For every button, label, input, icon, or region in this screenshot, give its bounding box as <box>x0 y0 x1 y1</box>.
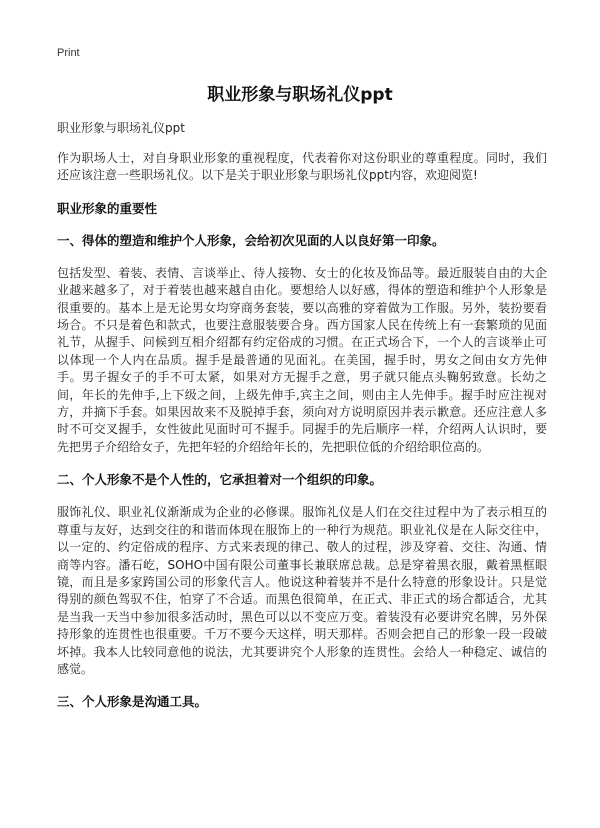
print-link[interactable]: Print <box>57 47 80 59</box>
section-1-body: 包括发型、着装、表情、言谈举止、待人接物、女士的化妆及饰品等。最近服装自由的大企业越来越多了，对于着装也越来越自由化。要想给人以好感，得体的塑造和维护个人形象是很重要的。基本上是无论男女均穿商务套装，要以高雅的穿着做为工作服。另外，装扮要看场合。不只是着色和款式，也要注意服装要合身。西方国家人民在传统上有一套繁琐的见面礼节，从握手、问候到互相介绍都有约定俗成的习惯。在正式场合下，一个人的言谈举止可以体现一个人内在品质。握手是最普通的见面礼。在美国，握手时，男女之间由女方先伸手。男子握女子的手不可太紧，如果对方无握手之意，男子就只能点头鞠躬致意。长幼之间，年长的先伸手,上下级之间，上级先伸手,宾主之间，则由主人先伸手。握手时应注视对方，并摘下手套。如果因故来不及脱掉手套，须向对方说明原因并表示歉意。还应注意人多时不可交叉握手，女性彼此见面时可不握手。同握手的先后顺序一样，介绍两人认识时，要先把男子介绍给女子，先把年轻的介绍给年长的，先把职位低的介绍给职位高的。 <box>57 265 547 454</box>
intro-paragraph: 作为职场人士，对自身职业形象的重视程度，代表着你对这份职业的尊重程度。同时，我们还应该注意一些职场礼仪。以下是关于职业形象与职场礼仪ppt内容，欢迎阅览! <box>57 151 547 183</box>
section-2-heading: 二、个人形象不是个人性的，它承担着对一个组织的印象。 <box>57 472 383 488</box>
article-body <box>57 120 547 726</box>
section-2-body: 服饰礼仪、职业礼仪渐渐成为企业的必修课。服饰礼仪是人们在交往过程中为了表示相互的尊重与友好，达到交往的和谐而体现在服饰上的一种行为规范。职业礼仪是在人际交往中，以一定的、约定俗成的程序、方式来表现的律己、敬人的过程，涉及穿着、交往、沟通、情商等内容。潘石屹，SOHO中国有限公司董事长兼联席总裁。总是穿着黑衣服，戴着黑框眼镜，而且是多家跨国公司的形象代言人。他说这种着装并不是什么特意的形象设计。只是觉得别的颜色驾驭不住，怕穿了不合适。而黑色很简单，在正式、非正式的场合都适合，尤其是当我一天当中参加很多活动时，黑色可以以不变应万变。着装没有必要讲究名牌，另外保持形象的连贯性也很重要。千万不要今天这样，明天那样。否则会把自己的形象一段一段破坏掉。我本人比较同意他的说法，尤其要讲究个人形象的连贯性。会给人一种稳定、诚信的感觉。 <box>57 505 547 676</box>
subtitle: 职业形象与职场礼仪ppt <box>57 121 185 135</box>
section-3-heading: 三、个人形象是沟通工具。 <box>57 694 208 710</box>
section-1-heading: 一、得体的塑造和维护个人形象，会给初次见面的人以良好第一印象。 <box>57 232 445 248</box>
section-title: 职业形象的重要性 <box>57 200 158 216</box>
page-title: 职业形象与职场礼仪ppt <box>207 85 393 105</box>
